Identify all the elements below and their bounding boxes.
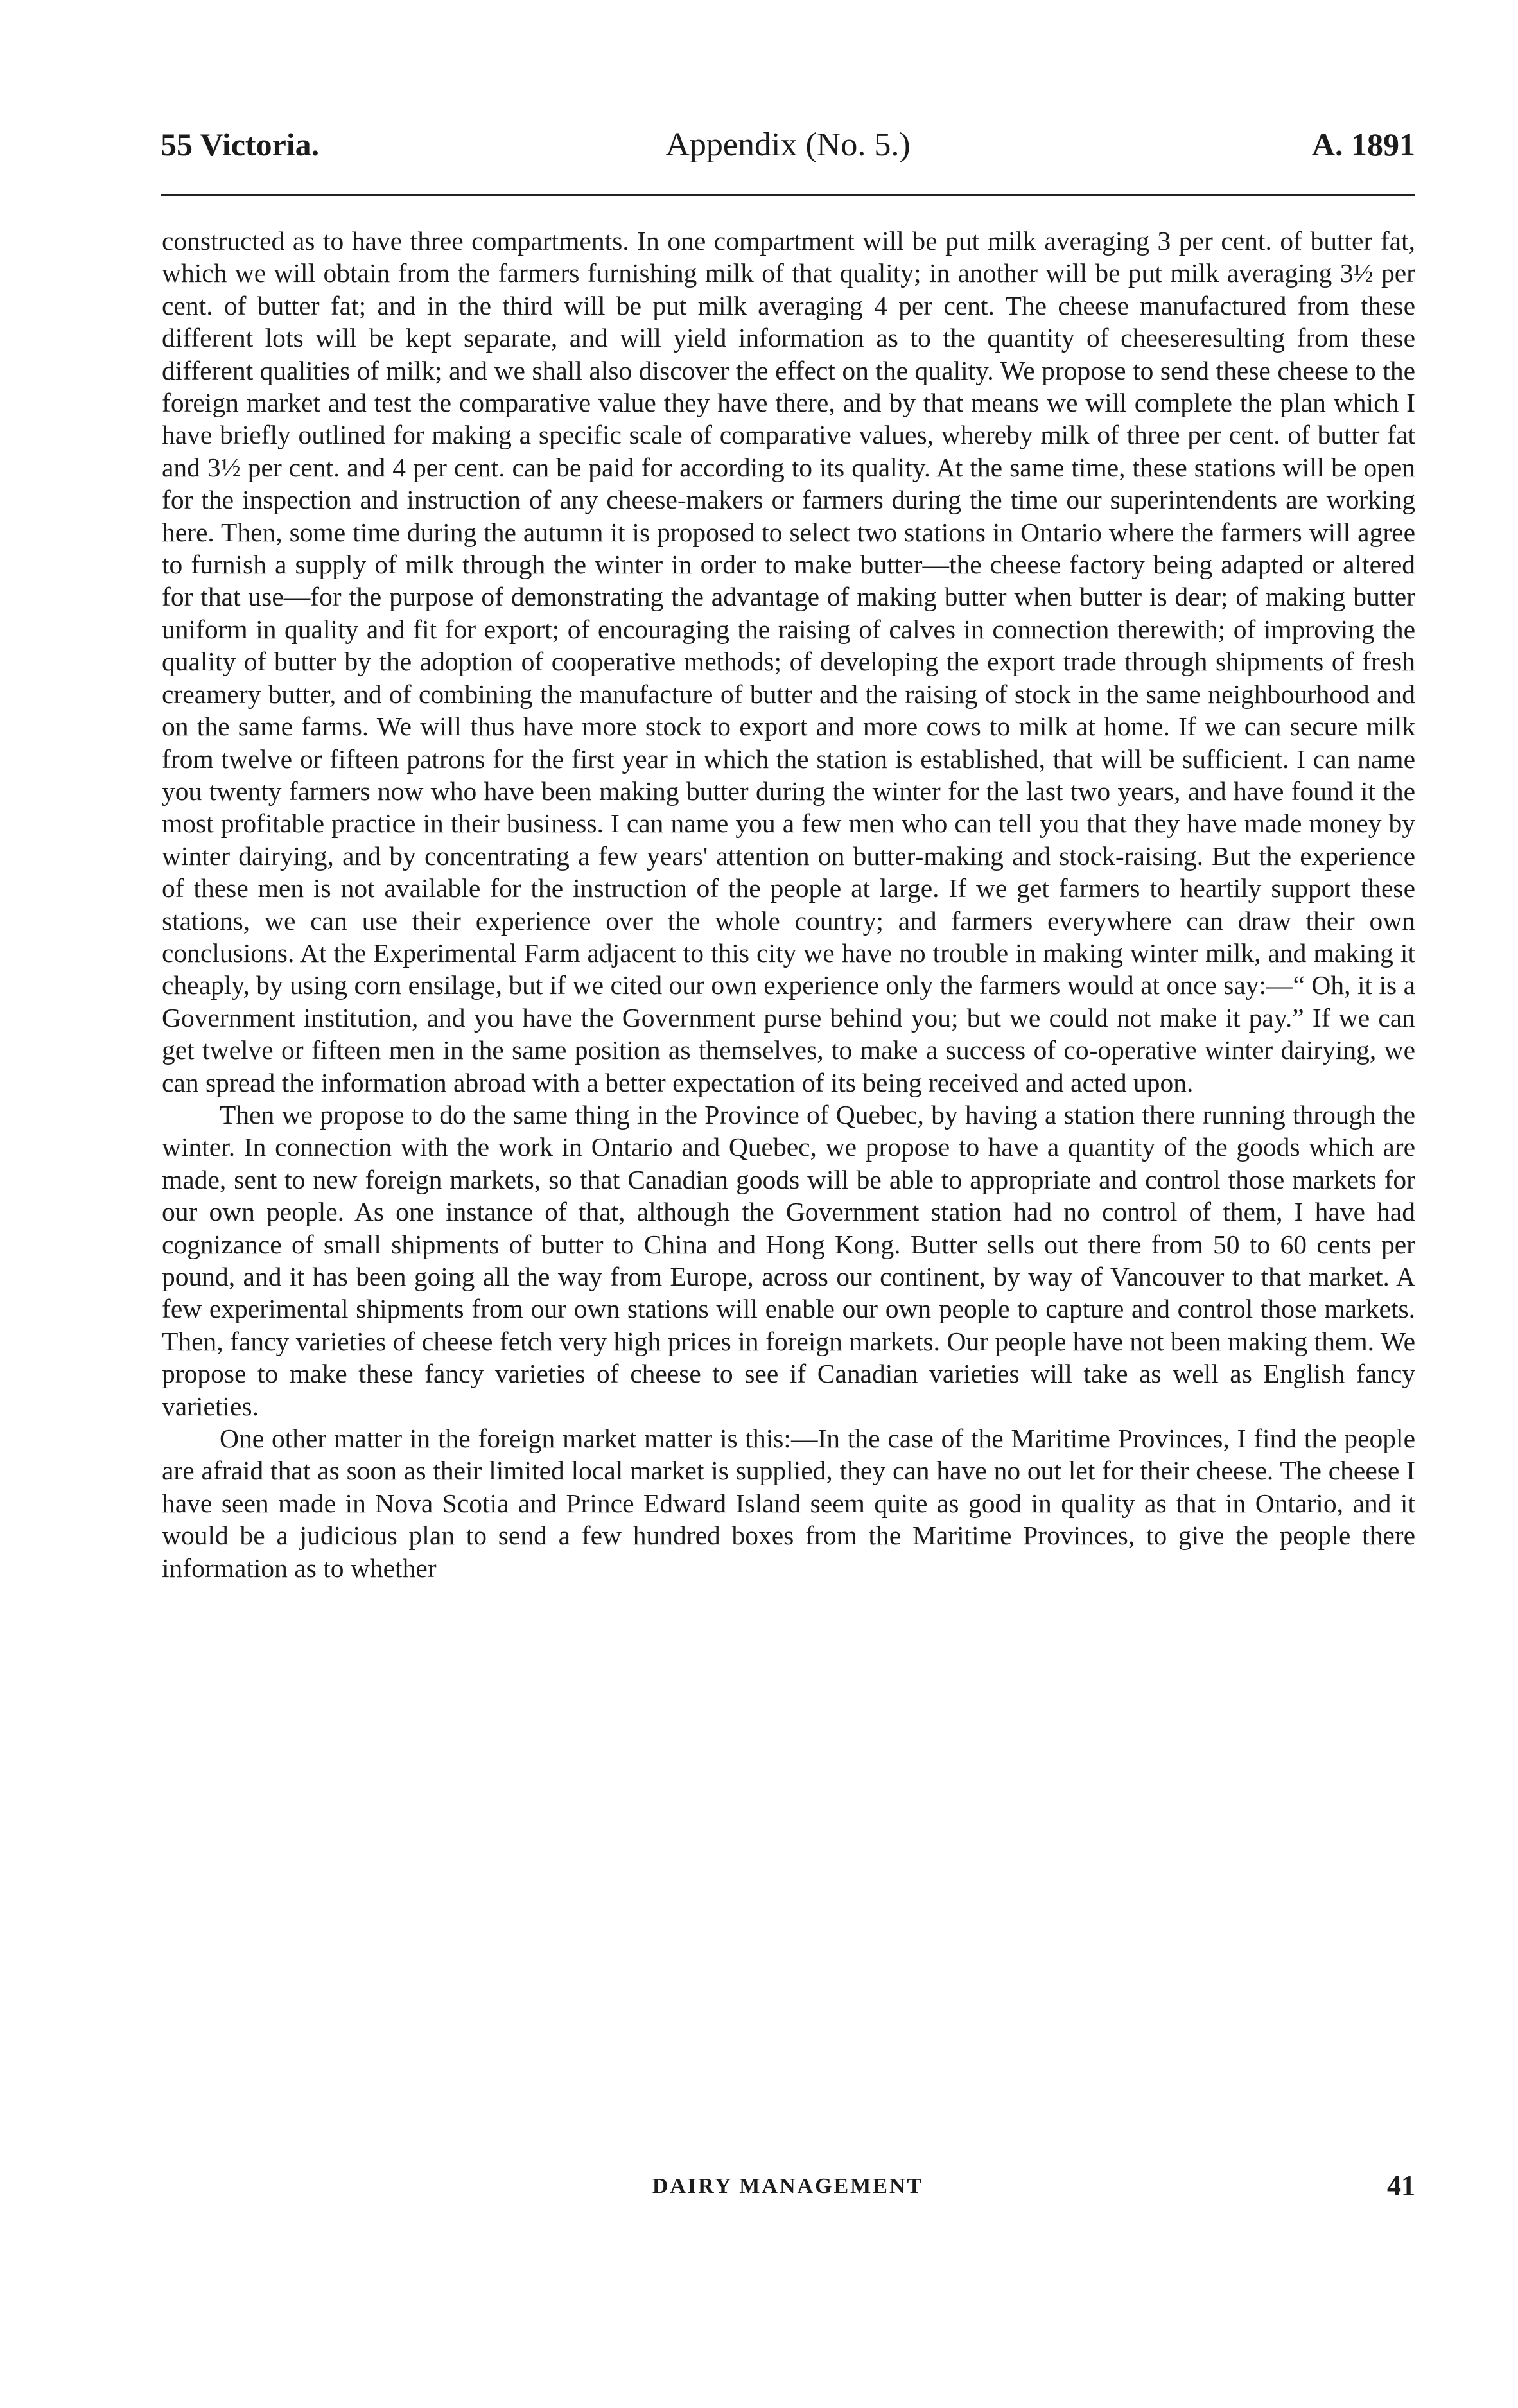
- paragraph: One other matter in the foreign market matter is this:—In the case of the Maritime Provinces, I find the people are afraid that as soon as their limited local market is supplied, they can have no out let for their cheese. The cheese I have seen made in Nova Scotia and Prince Edward Island seem quite as good in quality as that in Ontario, and it would be a judicious plan to send a few hundred boxes from the Maritime Provinces, to give the people there information as to whether: [162, 1424, 1415, 1583]
- header-year: A. 1891: [1311, 127, 1415, 162]
- page-number: 41: [1387, 2170, 1415, 2201]
- paragraph: Then we propose to do the same thing in the Province of Quebec, by having a station there running through the winter. In connection with the work in Ontario and Quebec, we propose to have a quantity of the goods which are made, sent to new foreign markets, so that Canadian goods will be able to appropriate and control those markets for our own people. As one instance of that, although the Government station had no control of them, I have had cognizance of small shipments of butter to China and Hong Kong. Butter sells out there from 50 to 60 cents per pound, and it has been going all the way from Europe, across our continent, by way of Vancouver to that market. A few experimental shipments from our own stations will enable our own people to capture and control those markets. Then, fancy varieties of cheese fetch very high prices in foreign markets. Our people have not been making them. We propose to make these fancy varieties of cheese to see if Canadian varieties will take as well as English fancy varieties.: [162, 1099, 1415, 1421]
- body-text: [162, 225, 1415, 1584]
- footer-title: DAIRY MANAGEMENT: [652, 2174, 924, 2198]
- header-rule: [161, 194, 1415, 196]
- header-appendix: Appendix (No. 5.): [665, 127, 911, 163]
- header-session: 55 Victoria.: [161, 127, 320, 162]
- running-header: [161, 126, 1415, 171]
- paragraph: constructed as to have three compartments. In one compartment will be put milk averaging 3 per cent. of butter fat, which we will obtain from the farmers furnishing milk of that quality; in another will be put milk averaging 3½ per cent. of butter fat; and in the third will be put milk averaging 4 per cent. The cheese manufactured from these different lots will be kept separate, and will yield information as to the quantity of cheeseresulting from these different qualities of milk; and we shall also discover the effect on the quality. We propose to send these cheese to the foreign market and test the comparative value they have there, and by that means we will complete the plan which I have briefly outlined for making a specific scale of comparative values, whereby milk of three per cent. of butter fat and 3½ per cent. and 4 per cent. can be paid for according to its quality. At the same time, these stations will be open for the inspection and instruction of any cheese-makers or farmers during the time our superintendents are working here. Then, some time during the autumn it is proposed to select two stations in Ontario where the farmers will agree to furnish a supply of milk through the winter in order to make butter—the cheese factory being adapted or altered for that use—for the purpose of demonstrating the advantage of making butter when butter is dear; of making butter uniform in quality and fit for export; of encouraging the raising of calves in connection therewith; of improving the quality of butter by the adoption of cooperative methods; of developing the export trade through shipments of fresh creamery butter, and of combining the manufacture of butter and the raising of stock in the same neighbourhood and on the same farms. We will thus have more stock to export and more cows to milk at home. If we can secure milk from twelve or fifteen patrons for the first year in which the station is established, that will be sufficient. I can name you twenty farmers now who have been making butter during the winter for the last two years, and have found it the most profitable practice in their business. I can name you a few men who can tell you that they have made money by winter dairying, and by concentrating a few years' attention on butter-making and stock-raising. But the experience of these men is not available for the instruction of the people at large. If we get farmers to heartily support these stations, we can use their experience over the whole country; and farmers everywhere can draw their own conclusions. At the Experimental Farm adjacent to this city we have no trouble in making winter milk, and making it cheaply, by using corn ensilage, but if we cited our own experience only the farmers would at once say:—“ Oh, it is a Government institution, and you have the Government purse behind you; but we could not make it pay.” If we can get twelve or fifteen men in the same position as themselves, to make a success of co-operative winter dairying, we can spread the information abroad with a better expectation of its being received and acted upon.: [162, 226, 1415, 1097]
- page-footer: [161, 2169, 1415, 2208]
